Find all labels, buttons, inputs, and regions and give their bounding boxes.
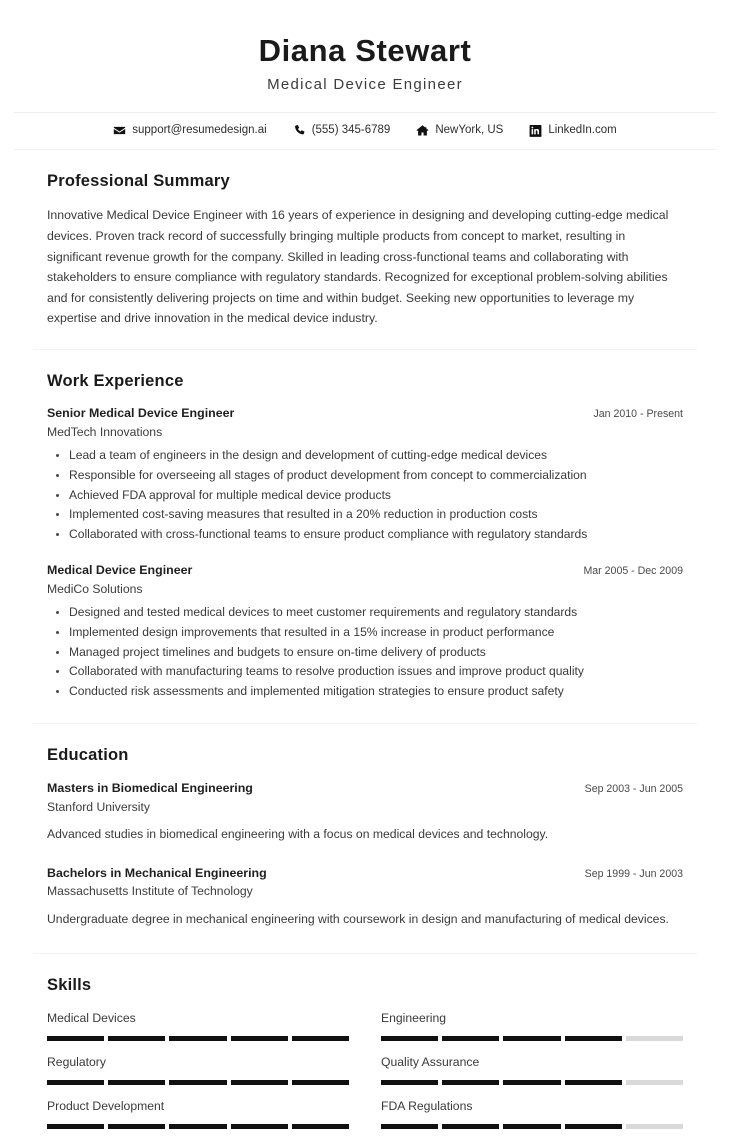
skill-segment: [442, 1124, 499, 1129]
contact-email-label: support@resumedesign.ai: [132, 124, 267, 137]
skill-segment: [381, 1080, 438, 1085]
experience-bullet: Conducted risk assessments and implemented mitigation strategies to ensure product safety: [47, 682, 683, 702]
experience-bullet: Managed project timelines and budgets to ensure on-time delivery of products: [47, 643, 683, 663]
contact-email[interactable]: [113, 124, 266, 137]
contact-linkedin[interactable]: [529, 124, 616, 137]
skill-label: Product Development: [47, 1099, 165, 1114]
education-school: Massachusetts Institute of Technology: [47, 884, 253, 899]
skill-level-bar: [381, 1036, 683, 1041]
experience-bullet: Designed and tested medical devices to meet customer requirements and regulatory standards: [47, 603, 683, 623]
skill-segment: [503, 1080, 560, 1085]
contact-linkedin-label: LinkedIn.com: [548, 124, 617, 137]
skill-item: [47, 1098, 349, 1142]
experience-role: Medical Device Engineer: [47, 563, 193, 578]
skill-segment: [108, 1036, 165, 1041]
section-skills: [0, 954, 730, 1142]
skill-segment: [565, 1036, 622, 1041]
experience-entry: [47, 562, 683, 705]
skill-label: Quality Assurance: [381, 1055, 480, 1070]
experience-bullet: Lead a team of engineers in the design and development of cutting-edge medical devices: [47, 446, 683, 466]
experience-dates: Mar 2005 - Dec 2009: [583, 565, 683, 578]
education-entry: [47, 780, 683, 849]
contact-phone[interactable]: [293, 124, 391, 137]
skill-segment: [108, 1124, 165, 1129]
skill-segment: [442, 1080, 499, 1085]
contact-location-label: NewYork, US: [435, 124, 504, 137]
experience-company: MediCo Solutions: [47, 582, 143, 597]
education-dates: Sep 2003 - Jun 2005: [584, 783, 683, 796]
experience-entry-head: [47, 405, 683, 422]
skill-label: Engineering: [381, 1010, 447, 1025]
contact-bar: [14, 112, 716, 150]
skill-segment: [292, 1124, 349, 1129]
skill-segment: [108, 1080, 165, 1085]
experience-bullet: Achieved FDA approval for multiple medical device products: [47, 486, 683, 506]
education-degree: Bachelors in Mechanical Engineering: [47, 865, 267, 880]
section-title-skills: Skills: [47, 976, 92, 995]
skill-segment: [565, 1124, 622, 1129]
education-school: Stanford University: [47, 799, 150, 814]
section-education: [0, 724, 730, 953]
skill-segment: [381, 1124, 438, 1129]
education-entry: [47, 865, 683, 934]
skill-segment: [503, 1036, 560, 1041]
education-entry-head: [47, 780, 683, 797]
education-list: [47, 780, 683, 953]
skill-segment: [231, 1124, 288, 1129]
section-work-experience: [0, 350, 730, 724]
skills-grid: [47, 1010, 683, 1142]
experience-bullet: Responsible for overseeing all stages of product development from concept to commercialization: [47, 466, 683, 486]
skill-segment: [169, 1124, 226, 1129]
skill-segment: [47, 1036, 104, 1041]
skill-level-bar: [381, 1124, 683, 1129]
experience-role: Senior Medical Device Engineer: [47, 406, 235, 421]
resume-header: [0, 0, 730, 112]
section-professional-summary: [0, 150, 730, 349]
skill-segment: [292, 1036, 349, 1041]
summary-text: Innovative Medical Device Engineer with 16 years of experience in designing and developing cutting-edge medical devices. Proven track record of successfully bringing multiple products from concept to market, resulting in significant revenue growth for the company. Skilled in leading cross-functional teams and collaborating with stakeholders to ensure compliance with regulatory standards. Recognized for exceptional problem-solving abilities and for consistently delivering projects on time and within budget. Seeking new opportunities to leverage my expertise and drive innovation in the medical device industry.: [47, 208, 669, 326]
skill-segment: [626, 1036, 683, 1041]
skill-segment: [169, 1036, 226, 1041]
experience-bullet: Collaborated with manufacturing teams to resolve production issues and improve product quality: [47, 662, 683, 682]
skill-item: [381, 1098, 683, 1142]
education-degree: Masters in Biomedical Engineering: [47, 781, 253, 796]
linkedin-icon: [529, 124, 542, 137]
skill-segment: [231, 1080, 288, 1085]
experience-bullets: [47, 603, 683, 701]
contact-phone-label: (555) 345-6789: [311, 124, 391, 137]
skill-segment: [231, 1036, 288, 1041]
skill-segment: [169, 1080, 226, 1085]
education-description: Advanced studies in biomedical engineering with a focus on medical devices and technology.: [47, 827, 549, 842]
skill-label: Medical Devices: [47, 1010, 136, 1025]
envelope-icon: [113, 124, 126, 137]
experience-entry: [47, 405, 683, 548]
skill-item: [381, 1054, 683, 1098]
experience-bullet: Collaborated with cross-functional teams to ensure product compliance with regulatory standards: [47, 525, 683, 545]
skill-segment: [626, 1124, 683, 1129]
skill-segment: [565, 1080, 622, 1085]
experience-dates: Jan 2010 - Present: [593, 408, 683, 421]
experience-bullet: Implemented cost-saving measures that resulted in a 20% reduction in production costs: [47, 505, 683, 525]
skill-segment: [292, 1080, 349, 1085]
education-dates: Sep 1999 - Jun 2003: [584, 867, 683, 880]
skill-item: [47, 1054, 349, 1098]
skill-segment: [381, 1036, 438, 1041]
skill-level-bar: [47, 1080, 349, 1085]
education-entry-head: [47, 865, 683, 882]
home-icon: [416, 124, 429, 137]
skill-segment: [503, 1124, 560, 1129]
skill-level-bar: [47, 1124, 349, 1129]
experience-list: [47, 405, 683, 723]
experience-company: MedTech Innovations: [47, 425, 163, 440]
candidate-name: Diana Stewart: [258, 33, 472, 68]
experience-bullet: Implemented design improvements that resulted in a 15% increase in product performance: [47, 623, 683, 643]
section-title-summary: Professional Summary: [47, 171, 230, 190]
section-title-experience: Work Experience: [47, 371, 184, 390]
skill-segment: [47, 1080, 104, 1085]
skill-segment: [47, 1124, 104, 1129]
skill-level-bar: [47, 1036, 349, 1041]
phone-icon: [293, 124, 306, 137]
skill-label: FDA Regulations: [381, 1099, 473, 1114]
skill-level-bar: [381, 1080, 683, 1085]
skill-segment: [626, 1080, 683, 1085]
skill-item: [47, 1010, 349, 1054]
experience-entry-head: [47, 562, 683, 579]
skill-label: Regulatory: [47, 1055, 106, 1070]
candidate-job-title: Medical Device Engineer: [267, 75, 463, 93]
skill-item: [381, 1010, 683, 1054]
contact-location[interactable]: [416, 124, 503, 137]
section-title-education: Education: [47, 746, 129, 765]
education-description: Undergraduate degree in mechanical engineering with coursework in design and manufacturing of medical devices.: [47, 911, 669, 926]
experience-bullets: [47, 446, 683, 544]
skill-segment: [442, 1036, 499, 1041]
